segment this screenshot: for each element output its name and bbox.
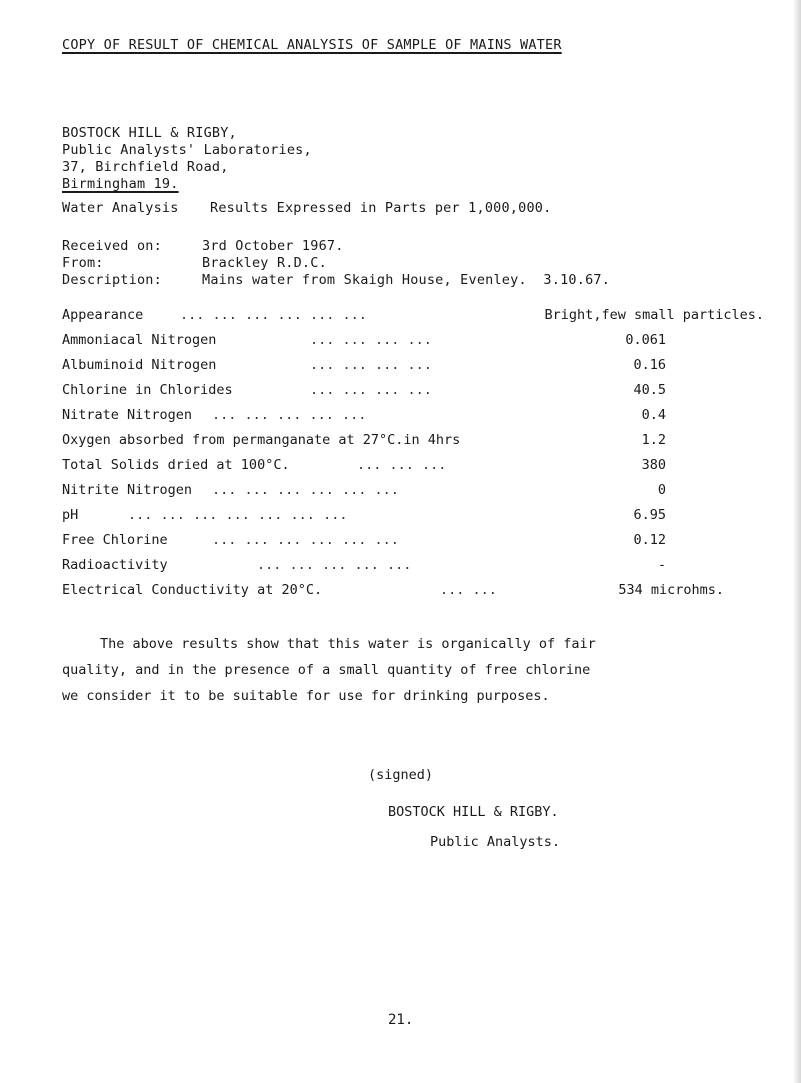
result-value: 6.95 xyxy=(633,507,666,523)
result-leader-dots: ... ... ... ... ... ... xyxy=(212,482,399,498)
result-value: - xyxy=(657,557,666,573)
result-label: Radioactivity xyxy=(62,557,168,573)
signature-firm: BOSTOCK HILL & RIGBY. xyxy=(388,804,559,820)
conclusion-line: quality, and in the presence of a small quantity of free chlorine xyxy=(62,662,591,678)
result-leader-dots: ... ... ... ... ... xyxy=(212,407,367,423)
page-edge-shadow xyxy=(793,0,801,1083)
result-leader-dots: ... ... ... ... xyxy=(310,332,432,348)
result-value: Bright,few small particles. xyxy=(544,307,764,323)
analysis-heading: Water Analysis xyxy=(62,200,179,216)
result-value: 0.061 xyxy=(625,332,666,348)
result-row xyxy=(62,381,666,399)
meta-label-from: From: xyxy=(62,255,104,271)
result-leader-dots: ... ... ... ... xyxy=(310,382,432,398)
result-value: 0 xyxy=(657,482,666,498)
result-row xyxy=(62,556,666,574)
result-value: 534 microhms. xyxy=(618,582,724,598)
result-label: Nitrate Nitrogen xyxy=(62,407,193,423)
result-label: Total Solids dried at 100°C. xyxy=(62,457,290,473)
meta-label-received: Received on: xyxy=(62,238,162,254)
result-row xyxy=(62,456,666,474)
result-value: 0.16 xyxy=(633,357,666,373)
page-number: 21. xyxy=(388,1012,414,1028)
result-label: Nitrite Nitrogen xyxy=(62,482,193,498)
result-leader-dots: ... ... ... ... ... xyxy=(257,557,412,573)
result-row xyxy=(62,306,762,324)
conclusion-line: The above results show that this water is organically of fair xyxy=(100,636,596,652)
document-title: COPY OF RESULT OF CHEMICAL ANALYSIS OF SAMPLE OF MAINS WATER xyxy=(62,37,562,53)
address-line-city: Birmingham 19. xyxy=(62,176,179,192)
result-leader-dots: ... ... xyxy=(440,582,497,598)
result-leader-dots: ... ... ... ... ... ... xyxy=(212,532,399,548)
meta-label-description: Description: xyxy=(62,272,162,288)
result-label: Electrical Conductivity at 20°C. xyxy=(62,582,323,598)
result-row xyxy=(62,581,724,599)
result-leader-dots: ... ... ... ... ... ... ... xyxy=(128,507,348,523)
result-row xyxy=(62,431,666,449)
meta-value-from: Brackley R.D.C. xyxy=(202,255,327,271)
result-row xyxy=(62,331,666,349)
result-row xyxy=(62,356,666,374)
result-label: Free Chlorine xyxy=(62,532,168,548)
address-line-street: 37, Birchfield Road, xyxy=(62,159,229,175)
result-label: Albuminoid Nitrogen xyxy=(62,357,217,373)
result-value: 0.12 xyxy=(633,532,666,548)
signature-role: Public Analysts. xyxy=(430,834,561,850)
conclusion-line: we consider it to be suitable for use for drinking purposes. xyxy=(62,688,550,704)
result-leader-dots: ... ... ... xyxy=(357,457,447,473)
address-line-labs: Public Analysts' Laboratories, xyxy=(62,142,312,158)
result-label: Chlorine in Chlorides xyxy=(62,382,233,398)
results-note: Results Expressed in Parts per 1,000,000. xyxy=(210,200,552,216)
result-label: Ammoniacal Nitrogen xyxy=(62,332,217,348)
result-leader-dots: ... ... ... ... xyxy=(310,357,432,373)
address-line-firm: BOSTOCK HILL & RIGBY, xyxy=(62,125,237,141)
result-row xyxy=(62,406,666,424)
result-row xyxy=(62,531,666,549)
result-value: 380 xyxy=(641,457,666,473)
result-value: 40.5 xyxy=(633,382,666,398)
meta-value-received: 3rd October 1967. xyxy=(202,238,344,254)
result-value: 1.2 xyxy=(641,432,666,448)
meta-value-description: Mains water from Skaigh House, Evenley. 3.10.67. xyxy=(202,272,611,288)
result-row xyxy=(62,506,666,524)
signed-note: (signed) xyxy=(368,767,434,783)
result-value: 0.4 xyxy=(641,407,666,423)
result-label: Appearance xyxy=(62,307,144,323)
result-leader-dots: ... ... ... ... ... ... xyxy=(180,307,367,323)
result-row xyxy=(62,481,666,499)
result-label: Oxygen absorbed from permanganate at 27°C.in 4hrs xyxy=(62,432,461,448)
result-label: pH xyxy=(62,507,79,523)
